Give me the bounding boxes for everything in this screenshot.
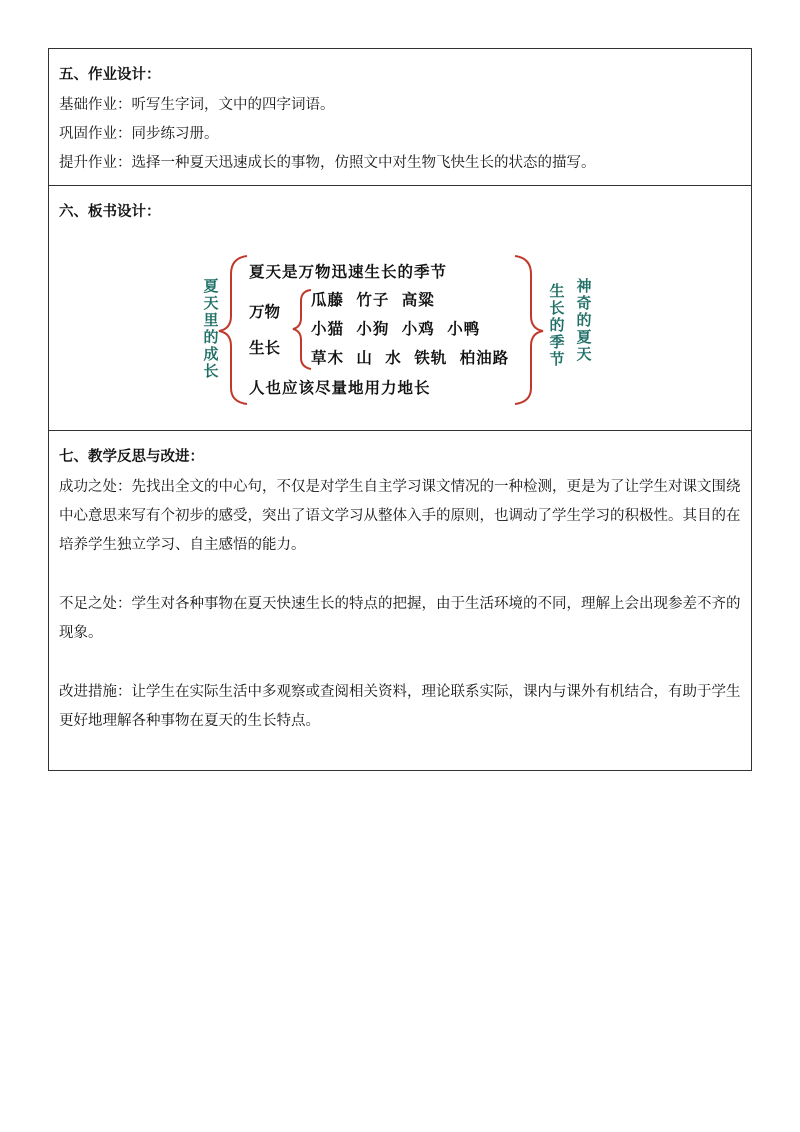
board-line-3: 人也应该尽量地用力地长: [249, 378, 431, 397]
homework-consolidate: 巩固作业：同步练习册。: [59, 126, 219, 142]
blackboard-heading: 六、板书设计：: [59, 203, 161, 220]
board-sub-1: 瓜藤 竹子 高粱: [311, 290, 435, 309]
vertical-char: 长: [203, 362, 219, 380]
group-label-2: 生长: [249, 338, 281, 357]
vertical-char: 里: [203, 311, 219, 329]
right-vertical-1: [547, 283, 567, 368]
reflection-section: [49, 430, 751, 770]
vertical-char: 生: [549, 282, 565, 300]
left-vertical-title: [201, 278, 221, 380]
vertical-char: 成: [203, 345, 219, 363]
vertical-char: 夏: [203, 277, 219, 295]
homework-advanced: 提升作业：选择一种夏天迅速成长的事物，仿照文中对生物飞快生长的状态的描写。: [59, 155, 596, 171]
reflection-improvement: 改进措施：让学生在实际生活中多观察或查阅相关资料，理论联系实际，课内与课外有机结合，有助于学生更好地理解各种事物在夏天的生长特点。: [59, 684, 741, 729]
homework-section: [49, 49, 751, 185]
right2-chars-text: [574, 278, 594, 363]
board-line-1: 夏天是万物迅速生长的季节: [249, 262, 448, 281]
right-vertical-2: [574, 278, 594, 363]
vertical-char: 天: [576, 345, 592, 363]
inner-brace: [293, 290, 311, 369]
reflection-shortcoming: 不足之处：学生对各种事物在夏天快速生长的特点的把握，由于生活环境的不同，理解上会出现参差不齐的现象。: [59, 596, 741, 641]
vertical-char: 长: [549, 299, 565, 317]
vertical-char: 夏: [576, 328, 592, 346]
vertical-char: 的: [203, 328, 219, 346]
lesson-plan-table: [48, 48, 752, 771]
board-sub-3: 草木 山 水 铁轨 柏油路: [311, 348, 510, 367]
vertical-char: 神: [576, 277, 592, 295]
homework-basic: 基础作业：听写生字词，文中的四字词语。: [59, 97, 335, 113]
blackboard-design: [49, 186, 753, 431]
vertical-char: 季: [549, 333, 565, 351]
right1-chars-text: [547, 283, 567, 368]
blackboard-section: [49, 185, 751, 430]
vertical-char: 奇: [576, 294, 592, 312]
right-brace: [515, 256, 543, 404]
vertical-char: 天: [203, 294, 219, 312]
vertical-char: 的: [576, 311, 592, 329]
vertical-char: 的: [549, 316, 565, 334]
reflection-heading: 七、教学反思与改进：: [59, 448, 204, 465]
left-brace: [219, 256, 247, 404]
board-sub-2: 小猫 小狗 小鸡 小鸭: [311, 319, 481, 338]
vertical-char: 节: [549, 350, 565, 368]
group-label: [249, 294, 289, 366]
reflection-success: 成功之处：先找出全文的中心句，不仅是对学生自主学习课文情况的一种检测，更是为了让学生对课文围绕中心意思来写有个初步的感受，突出了语文学习从整体入手的原则，也调动了学生学习的积极性。其目的在培养学生独立学习、自主感悟的能力。: [59, 479, 741, 553]
group-label-1: 万物: [249, 302, 281, 321]
homework-heading: 五、作业设计：: [59, 66, 161, 83]
left-title-chars-text: [201, 278, 221, 380]
